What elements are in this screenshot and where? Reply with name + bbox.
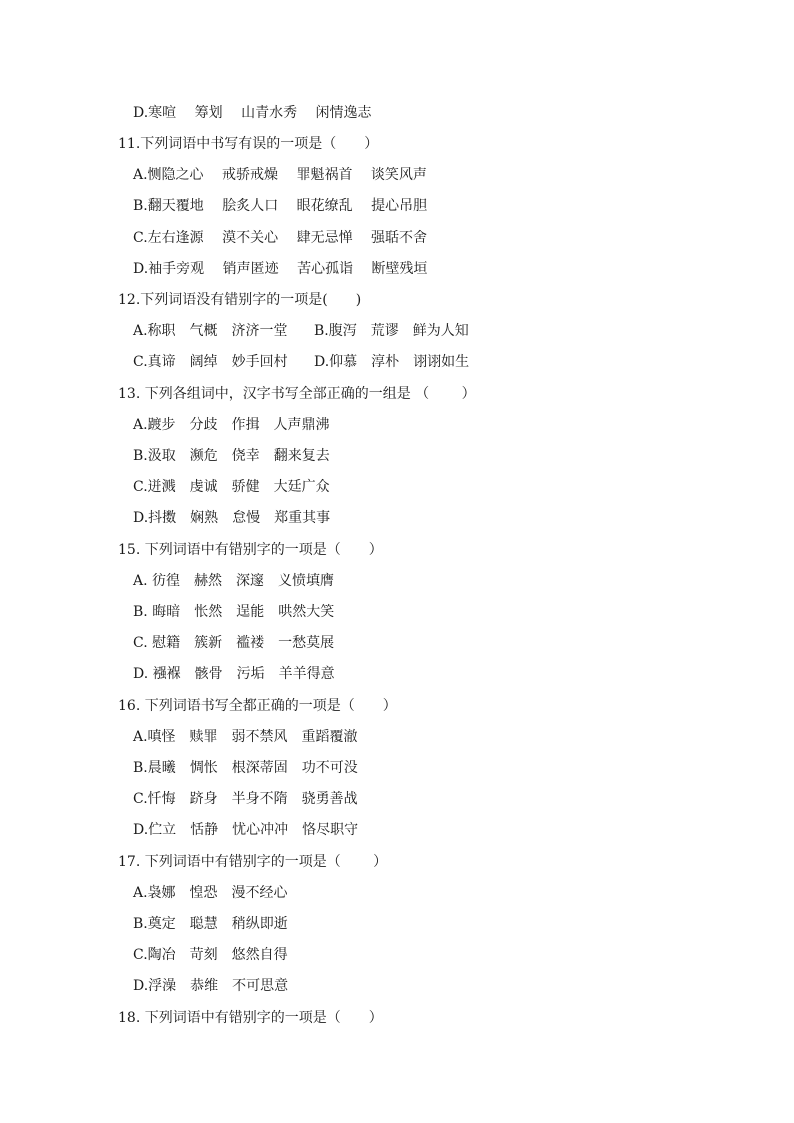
question-stem: 13. 下列各组词中，汉字书写全部正确的一组是 （ ） — [118, 386, 476, 402]
answer-option: A. 彷徨 赫然 深邃 义愤填膺 — [133, 573, 335, 589]
answer-option: D.仰慕 淳朴 诩诩如生 — [314, 354, 470, 370]
answer-option: B.汲取 濒危 侥幸 翻来复去 — [133, 448, 330, 464]
answer-option: B.翻天覆地 脍炙人口 眼花缭乱 提心吊胆 — [133, 198, 428, 214]
answer-option: C.忏悔 跻身 半身不隋 骁勇善战 — [133, 791, 358, 807]
question-stem: 11.下列词语中书写有误的一项是（ ） — [118, 136, 379, 152]
answer-option: A.袅娜 惶恐 漫不经心 — [133, 885, 288, 901]
answer-option: D.袖手旁观 销声匿迹 苦心孤诣 断壁残垣 — [133, 261, 428, 277]
answer-option: D.浮澡 恭维 不可思意 — [133, 978, 289, 994]
answer-option: C.陶冶 苛刻 悠然自得 — [133, 947, 288, 963]
answer-option: C. 慰籍 簇新 褴褛 一愁莫展 — [133, 635, 335, 651]
answer-option: C.迸溅 虔诚 骄健 大廷广众 — [133, 479, 330, 495]
answer-option: D.抖擞 娴熟 怠慢 郑重其事 — [133, 510, 331, 526]
answer-option: B.晨曦 惆怅 根深蒂固 功不可没 — [133, 760, 358, 776]
question-stem: 18. 下列词语中有错别字的一项是（ ） — [118, 1010, 383, 1026]
answer-option: B.腹泻 荒谬 鲜为人知 — [314, 323, 469, 339]
answer-option: A.踱步 分歧 作揖 人声鼎沸 — [133, 417, 330, 433]
answer-option: D.寒喧 筹划 山青水秀 闲情逸志 — [133, 105, 372, 121]
answer-option: D.伫立 恬静 忧心冲冲 恪尽职守 — [133, 822, 359, 838]
question-stem: 15. 下列词语中有错别字的一项是（ ） — [118, 542, 383, 558]
answer-option: B. 晦暗 怅然 逞能 哄然大笑 — [133, 604, 335, 620]
answer-option: A.嗔怪 赎罪 弱不禁风 重蹈覆澈 — [133, 729, 358, 745]
question-stem: 12.下列词语没有错别字的一项是( ) — [118, 292, 362, 308]
answer-option: D. 襁褓 骸骨 污垢 羊羊得意 — [133, 666, 335, 682]
answer-option: C.左右逢源 漠不关心 肆无忌惮 强聒不舍 — [133, 230, 428, 246]
answer-option: A.称职 气概 济济一堂 — [133, 323, 288, 339]
answer-option: C.真谛 阔绰 妙手回村 — [133, 354, 288, 370]
question-stem: 16. 下列词语书写全都正确的一项是（ ） — [118, 698, 397, 714]
question-stem: 17. 下列词语中有错别字的一项是（ ） — [118, 854, 388, 870]
answer-option: B.奠定 聪慧 稍纵即逝 — [133, 916, 288, 932]
answer-option: A.恻隐之心 戒骄戒燥 罪魁祸首 谈笑风声 — [133, 167, 427, 183]
